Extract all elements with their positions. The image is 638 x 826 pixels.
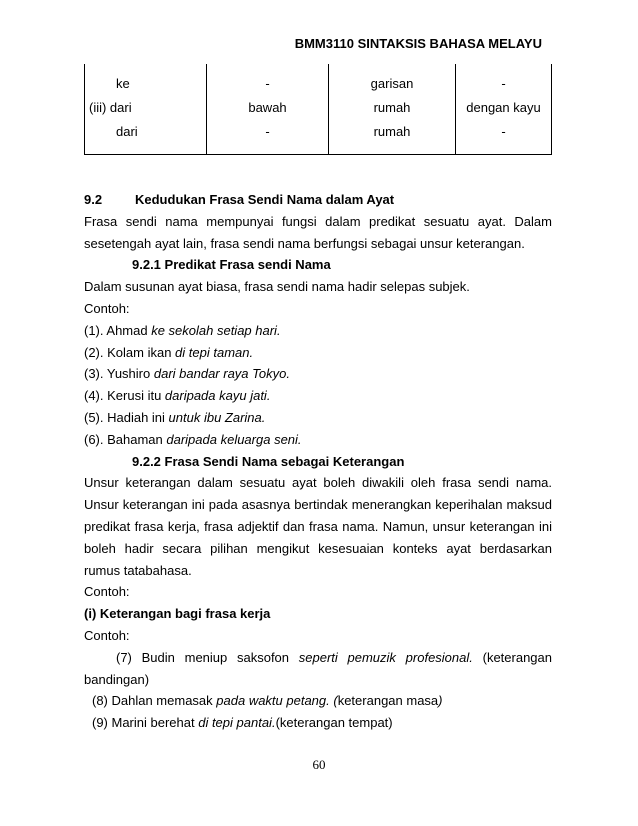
example-line: [84, 342, 552, 364]
example-italic: untuk ibu Zarina.: [168, 409, 266, 425]
example-prefix: (4). Kerusi itu: [84, 388, 165, 404]
page-header-title: BMM3110 SINTAKSIS BAHASA MELAYU: [294, 36, 542, 51]
example-line: [84, 363, 552, 385]
section-number: 9.2: [84, 192, 103, 207]
example-prefix: (9) Marini berehat: [92, 715, 199, 731]
example-prefix: (5). Hadiah ini: [84, 409, 169, 425]
example-suffix: (keterangan tempat): [275, 715, 393, 731]
example-italic: pada waktu petang. (: [216, 693, 338, 709]
table-cell: [329, 64, 456, 155]
example-prefix: (2). Kolam ikan: [84, 344, 176, 360]
example-line: [84, 647, 552, 669]
table-cell-text: -: [501, 76, 506, 91]
example-line: [84, 429, 552, 451]
table-cell-text: -: [265, 76, 270, 91]
table-cell: [85, 64, 207, 155]
table-cell-text: rumah: [373, 124, 411, 139]
paragraph-line: Unsur keterangan ini pada asasnya bertindak menerangkan keperihalan maksud: [84, 497, 552, 513]
table-cell: [207, 64, 329, 155]
table-cell-text: dari: [116, 124, 138, 139]
paragraph-line: predikat frasa kerja, frasa adjektif dan frasa nama. Namun, unsur keterangan ini: [84, 518, 552, 534]
contoh-label: Contoh:: [84, 300, 130, 316]
paragraph-line: Frasa sendi nama mempunyai fungsi dalam predikat sesuatu ayat. Dalam: [84, 213, 552, 229]
table-cell-text: bawah: [248, 100, 287, 115]
example-italic: daripada kayu jati.: [164, 388, 271, 404]
keterangan-heading: (i) Keterangan bagi frasa kerja: [84, 606, 271, 622]
table-cell-text: ke: [116, 76, 130, 91]
paragraph-line: Unsur keterangan dalam sesuatu ayat boleh diwakili oleh frasa sendi nama.: [84, 475, 552, 491]
example-suffix: keterangan masa: [337, 693, 439, 709]
table-cell-text: -: [501, 124, 506, 139]
paragraph-line: boleh hadir secara pilihan mengikut kesesuaian konteks ayat berdasarkan: [84, 540, 552, 556]
example-italic: ke sekolah setiap hari.: [151, 322, 281, 338]
example-line: [84, 407, 552, 429]
example-line: [84, 385, 552, 407]
table-cell-text: garisan: [370, 76, 414, 91]
example-suffix: (keterangan: [472, 649, 552, 665]
example-prefix: (8) Dahlan memasak: [92, 693, 217, 709]
table-cell-text: dengan kayu: [466, 100, 541, 115]
example-line: [84, 320, 552, 342]
example-italic: seperti pemuzik profesional.: [298, 649, 473, 665]
paragraph-line: rumus tatabahasa.: [84, 562, 192, 578]
table-cell-text: (iii) dari: [89, 100, 132, 115]
example-line: [84, 690, 552, 712]
section-title: Kedudukan Frasa Sendi Nama dalam Ayat: [135, 192, 395, 207]
table-row: [85, 64, 552, 155]
page-number: 60: [312, 757, 326, 772]
subsection-heading: 9.2.1 Predikat Frasa sendi Nama: [132, 257, 331, 273]
example-prefix: (1). Ahmad: [84, 322, 152, 338]
table-cell-text: -: [265, 124, 270, 139]
example-italic: di tepi pantai.: [198, 715, 276, 731]
example-prefix: (6). Bahaman: [84, 431, 167, 447]
contoh-label: Contoh:: [84, 584, 130, 600]
paragraph-line: sesetengah ayat lain, frasa sendi nama berfungsi sebagai unsur keterangan.: [84, 235, 525, 251]
example-prefix: (7) Budin meniup saksofon: [116, 649, 299, 665]
table-cell: [456, 64, 552, 155]
section-heading: [84, 189, 552, 211]
contoh-label: Contoh:: [84, 627, 130, 643]
paragraph-line: Dalam susunan ayat biasa, frasa sendi nama hadir selepas subjek.: [84, 279, 470, 295]
document-body: [84, 189, 552, 734]
example-italic: ): [438, 693, 443, 709]
table-cell-text: rumah: [373, 100, 411, 115]
example-line: [84, 712, 552, 734]
word-table: [84, 64, 552, 155]
example-italic: di tepi taman.: [175, 344, 254, 360]
example-italic: dari bandar raya Tokyo.: [153, 366, 290, 382]
example-italic: daripada keluarga seni.: [166, 431, 302, 447]
example-line: bandingan): [84, 671, 150, 687]
subsection-heading: 9.2.2 Frasa Sendi Nama sebagai Keterangan: [132, 453, 405, 469]
example-prefix: (3). Yushiro: [84, 366, 154, 382]
